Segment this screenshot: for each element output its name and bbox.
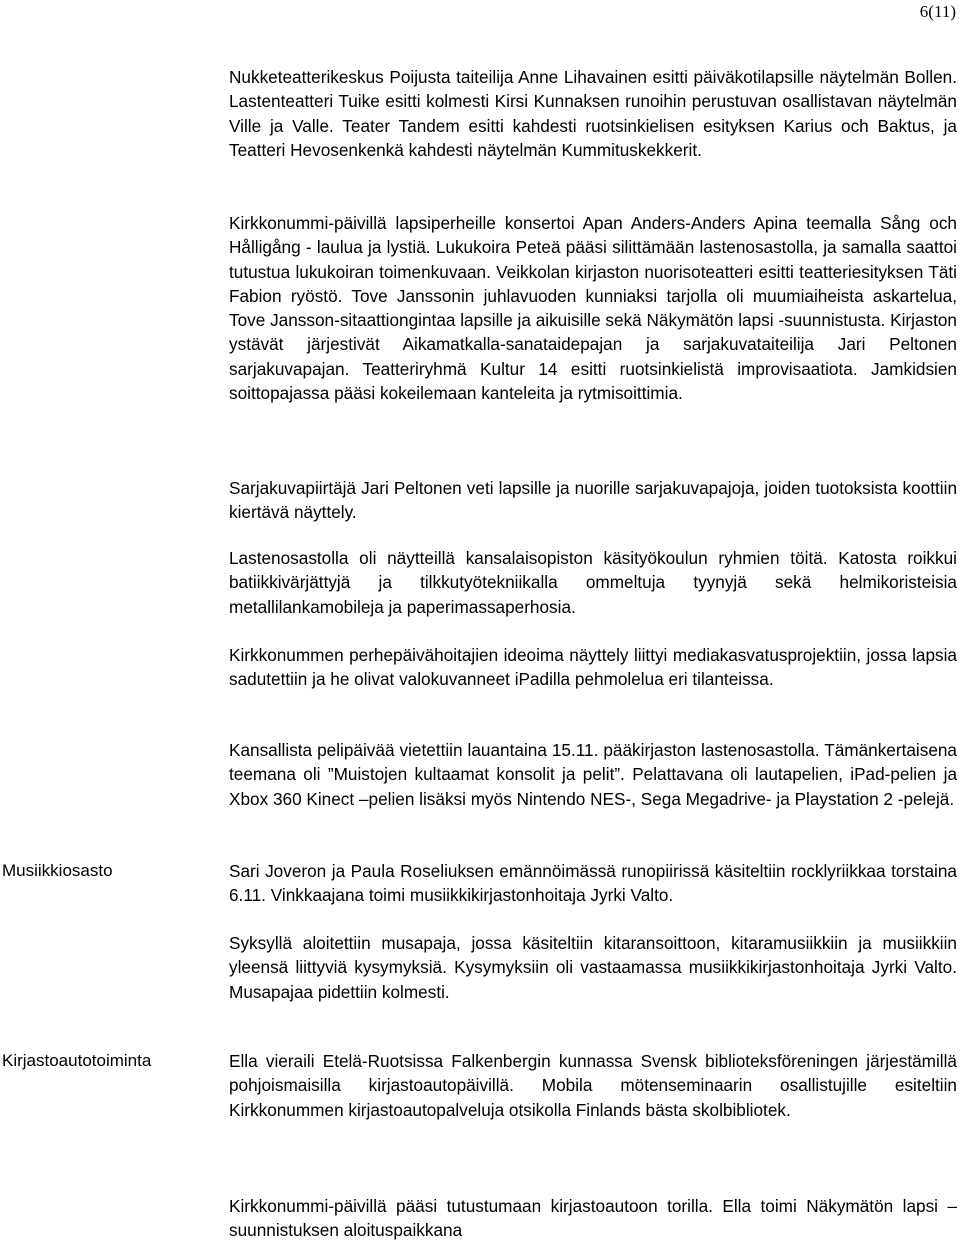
paragraph-poetry-circle: Sari Joveron ja Paula Roseliuksen emännöimässä runopiirissä käsiteltiin rocklyriikkaa torstaina 6.11. Vinkkaajana toimi musiikkikirjastonhoitaja Jyrki Valto. bbox=[229, 861, 957, 906]
paragraph-game-day: Kansallista pelipäivää vietettiin lauantaina 15.11. pääkirjaston lastenosastolla. Tämänkertaisena teemana oli ”Muistojen kultaamat konsolit ja pelit”. Pelattavana oli lautapelien, iPad-pelien ja Xbox 360 Kinect –pelien lisäksi myös Nintendo NES-, Sega Megadrive- ja Playstation 2 -pelejä. bbox=[229, 740, 957, 809]
paragraph-handicraft-exhibition: Lastenosastolla oli näytteillä kansalaisopiston käsityökoulun ryhmien töitä. Katosta roikkui batiikkivärjättyjä ja tilkkutyötekniikalla ommeltuja tyynyjä sekä helmikoristeisia metallilankamobileja ja paperimassaperhosia. bbox=[229, 548, 957, 617]
paragraph-kirkkonummi-days: Kirkkonummi-päivillä lapsiperheille konsertoi Apan Anders-Anders Apina teemalla Sång och Hålligång - laulua ja lystiä. Lukukoira Peteä pääsi silittämään lastenosastolla, ja samalla saattoi tutustua lukukoiran toimenkuvaan. Veikkolan kirjaston nuorisoteatteri esitti teatteriesityksen Täti Fabion ryöstö. Tove Janssonin juhlavuoden kunniaksi tarjolla oli muumiaiheista askartelua, Tove Jansson-sitaattiongintaa lapsille ja aikuisille sekä Näkymätön lapsi -suunnistusta. Kirjaston ystävät järjestivät Aikamatkalla-sanataidepajan ja sarjakuvataiteilija Jari Peltonen sarjakuvapajan. Teatteriryhmä Kultur 14 esitti ruotsinkielistä improvisaatiota. Jamkidsien soittopajassa pääsi kokeilemaan kanteleita ja rytmisoittimia. bbox=[229, 213, 957, 404]
paragraph-sweden-visit: Ella vieraili Etelä-Ruotsissa Falkenbergin kunnassa Svensk biblioteksföreningen järjestämillä pohjoismaisilla kirjastoautopäivillä. Mobila mötenseminaarin osallistujille esiteltiin Kirkkonummen kirjastoautopalveluja otsikolla Finlands bästa skolbibliotek. bbox=[229, 1051, 957, 1120]
paragraph-music-workshop: Syksyllä aloitettiin musapaja, jossa käsiteltiin kitaransoittoon, kitaramusiikkiin ja musiikkiin yleensä liittyviä kysymyksiä. Kysymyksiin oli vastaamassa musiikkikirjastonhoitaja Jyrki Valto. Musapajaa pidettiin kolmesti. bbox=[229, 933, 957, 1002]
page-number: 6(11) bbox=[919, 2, 956, 21]
section-label-music: Musiikkiosasto bbox=[2, 861, 113, 880]
paragraph-comic-workshops: Sarjakuvapiirtäjä Jari Peltonen veti lapsille ja nuorille sarjakuvapajoja, joiden tuotoksista koottiin kiertävä näyttely. bbox=[229, 478, 957, 523]
paragraph-media-education: Kirkkonummen perhepäivähoitajien ideoima näyttely liittyi mediakasvatusprojektiin, jossa lapsia sadutettiin ja he olivat valokuvanneet iPadilla pehmolelua eri tilanteissa. bbox=[229, 645, 957, 690]
paragraph-puppet-theatre: Nukketeatterikeskus Poijusta taiteilija Anne Lihavainen esitti päiväkotilapsille näytelmän Bollen. Lastenteatteri Tuike esitti kolmesti Kirsi Kunnaksen runoihin perustuvan osallistavan näytelmän Ville ja Valle. Teater Tandem esitti kahdesti ruotsinkielisen esityksen Karius och Baktus, ja Teatteri Hevosenkenkä kahdesti näytelmän Kummituskekkerit. bbox=[229, 67, 957, 160]
section-label-bookmobile: Kirjastoautotoiminta bbox=[2, 1051, 152, 1070]
paragraph-bookmobile-market: Kirkkonummi-päivillä pääsi tutustumaan kirjastoautoon torilla. Ella toimi Näkymätön lapsi –suunnistuksen aloituspaikkana bbox=[229, 1196, 957, 1241]
